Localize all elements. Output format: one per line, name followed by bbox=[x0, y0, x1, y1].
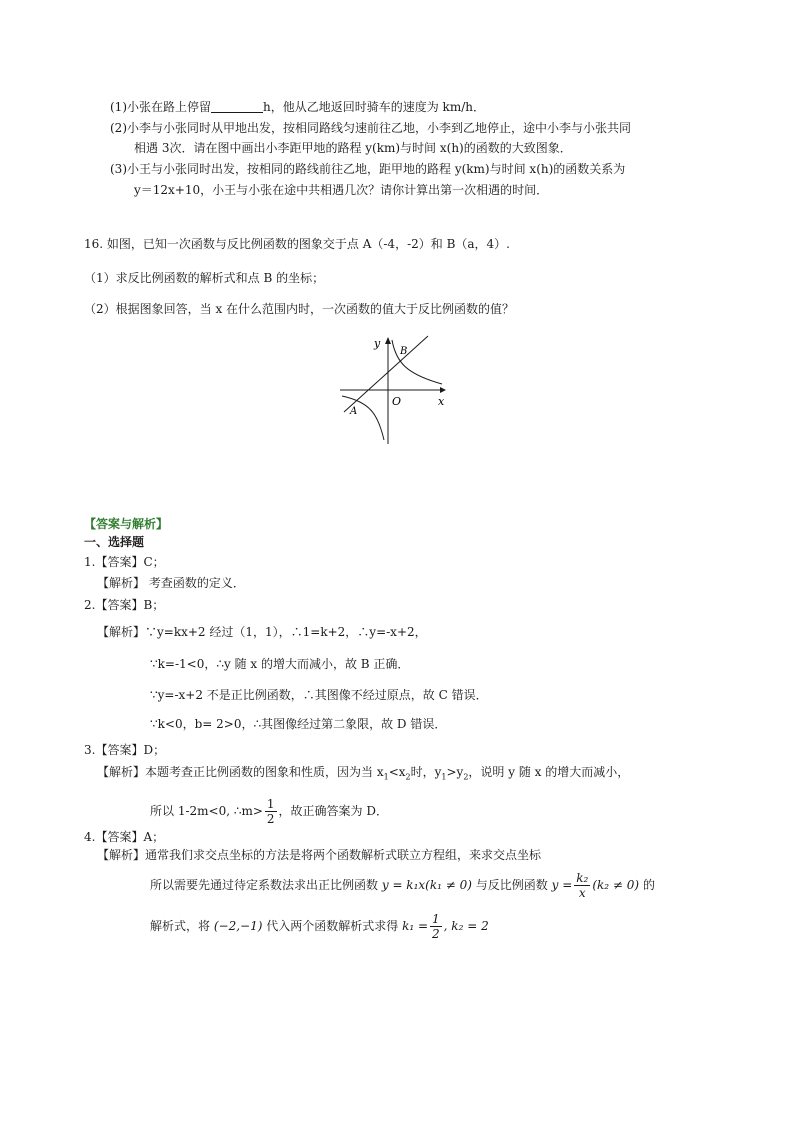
a3-text-d: >y bbox=[446, 765, 464, 779]
fraction-one-half: $\frac{1}{2}$ bbox=[266, 797, 275, 826]
a4-text-d: 解析式，将 bbox=[150, 919, 211, 933]
graph-label-origin: O bbox=[392, 395, 402, 408]
answer-3: 3.【答案】D； bbox=[84, 743, 166, 757]
answer-1: 1.【答案】C； bbox=[84, 555, 165, 569]
graph-label-point-b: B bbox=[400, 346, 408, 357]
q15-part1-text-b: h，他从乙地返回时骑车的速度为 km/h． bbox=[263, 100, 485, 114]
answers-heading: 【答案与解析】 bbox=[84, 517, 169, 531]
graph-label-y: y bbox=[374, 337, 381, 350]
y-axis-arrow bbox=[385, 337, 391, 344]
hyperbola-branch-third-quadrant bbox=[342, 396, 384, 440]
x-axis-arrow bbox=[440, 387, 446, 393]
a4-point: (−2,−1) bbox=[213, 919, 263, 933]
q15-part3-line1: (3)小王与小张同时出发，按相同的路线前往乙地，距甲地的路程 y(km)与时间 x(h)的函数关系为 bbox=[110, 162, 626, 176]
a4-text-a: 所以需要先通过待定系数法求出正比例函数 bbox=[150, 878, 379, 892]
answer-4-line1: 【解析】通常我们求交点坐标的方法是将两个函数解析式联立方程组，来求交点坐标 bbox=[97, 848, 542, 862]
answer-4-line2 bbox=[150, 868, 655, 902]
graph-label-point-a: A bbox=[350, 406, 358, 417]
answer-2: 2.【答案】B； bbox=[84, 598, 165, 612]
q16-part1: （1）求反比例函数的解析式和点 B 的坐标； bbox=[84, 271, 325, 285]
formula-inverse-function: y = $\frac{\text{k₂}}{x}$ (k₂ ≠ 0) bbox=[551, 871, 640, 900]
a3-text-a: 【解析】本题考查正比例函数的图象和性质，因为当 x bbox=[97, 765, 384, 779]
a4-text-c: 的 bbox=[642, 878, 655, 892]
a4-text-e: 代入两个函数解析式求得 bbox=[266, 919, 399, 933]
q15-part1 bbox=[110, 98, 485, 116]
answer-1-explanation: 【解析】 考查函数的定义． bbox=[97, 576, 245, 590]
q16-part2: （2）根据图象回答，当 x 在什么范围内时，一次函数的值大于反比例函数的值？ bbox=[84, 302, 515, 316]
a3-text-c: 时，y bbox=[410, 765, 442, 779]
answer-4-line3 bbox=[150, 909, 489, 943]
q15-part3-line2: y＝12x+10，小王与小张在途中共相遇几次？请你计算出第一次相遇的时间． bbox=[134, 183, 549, 197]
answer-2-line2: ∵k=-1<0，∴y 随 x 的增大而减小，故 B 正确． bbox=[150, 657, 410, 671]
answer-blank[interactable] bbox=[211, 100, 263, 113]
a3-text-f: 所以 1-2m<0, ∴m> bbox=[150, 804, 263, 818]
answer-3-line1: 【解析】本题考查正比例函数的图象和性质，因为当 $x_1<x_2$时，$y_1>y_2$，说明 y 随 x 的增大而减小， bbox=[97, 765, 630, 782]
section-heading: 一、选择题 bbox=[84, 535, 145, 549]
q15-part1-text-a: (1)小张在路上停留 bbox=[110, 100, 211, 114]
q16-function-graph bbox=[336, 332, 456, 452]
graph-label-x: x bbox=[438, 395, 445, 408]
q15-part2-line1: (2)小李与小张同时从甲地出发，按相同路线匀速前往乙地，小李到乙地停止，途中小李与小张共同 bbox=[110, 121, 632, 135]
answer-2-line3: ∵y=-x+2 不是正比例函数，∴其图像不经过原点，故 C 错误． bbox=[150, 688, 488, 702]
answer-4: 4.【答案】A； bbox=[84, 830, 165, 844]
a3-text-b: <x bbox=[388, 765, 406, 779]
formula-k-values: k₁ = $\frac{1}{2}$ , k₂ = 2 bbox=[402, 912, 489, 941]
answer-3-line2 bbox=[150, 794, 388, 828]
formula-proportional-function: y = k₁x(k₁ ≠ 0) bbox=[381, 878, 472, 892]
q15-part2-line2: 相遇 3次．请在图中画出小李距甲地的路程 y(km)与时间 x(h)的函数的大致图象． bbox=[134, 141, 572, 155]
a3-text-e: ，说明 y 随 x 的增大而减小， bbox=[468, 765, 630, 779]
a4-text-b: 与反比例函数 bbox=[475, 878, 548, 892]
a3-text-g: ，故正确答案为 D． bbox=[278, 804, 388, 818]
answer-2-line4: ∵k<0，b= 2>0，∴其图像经过第二象限，故 D 错误． bbox=[150, 717, 447, 731]
q16-stem: 16. 如图，已知一次函数与反比例函数的图象交于点 A（-4，-2）和 B（a，4）. bbox=[84, 237, 510, 251]
answer-2-line1: 【解析】∵y=kx+2 经过（1，1），∴1=k+2，∴y=-x+2， bbox=[97, 625, 427, 639]
